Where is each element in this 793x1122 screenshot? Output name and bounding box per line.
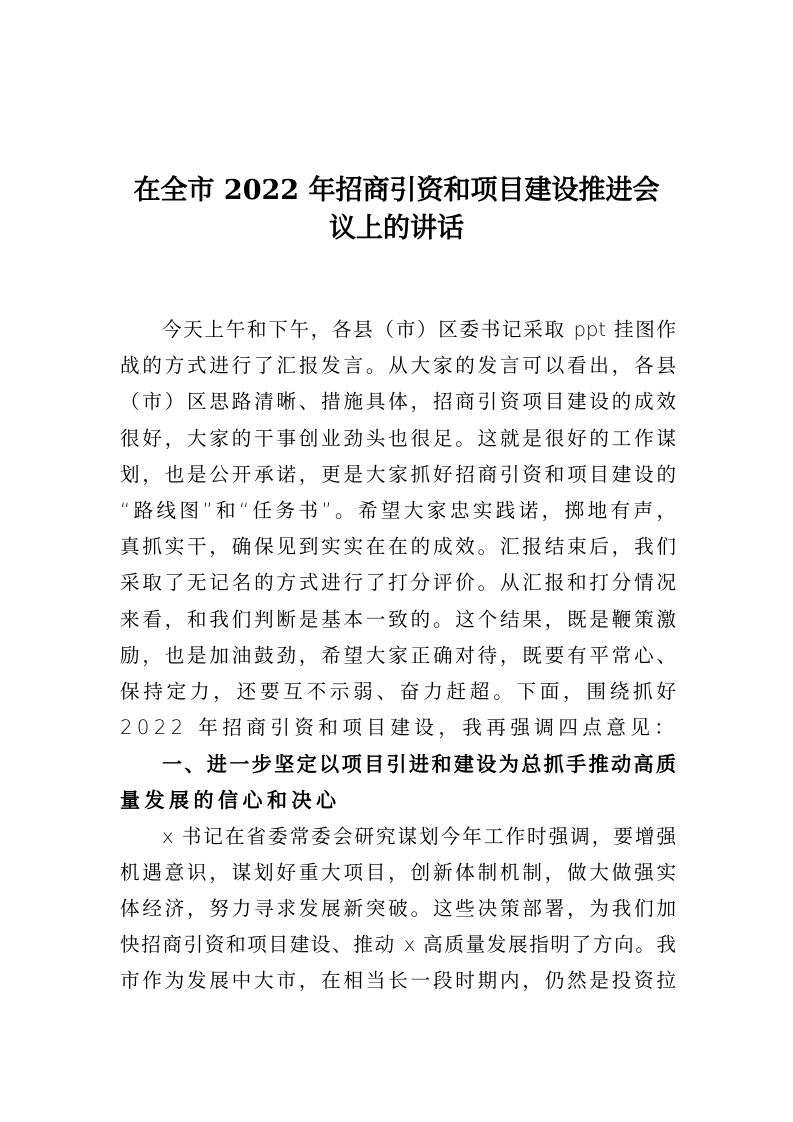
title-line-2: 议上的讲话 [329,213,464,244]
text-line: 体经济，努力寻求发展新突破。这些决策部署，为我们加 [120,897,676,920]
text-line: 今天上午和下午，各县（市）区委书记采取 ppt 挂图作 [162,318,676,341]
text-line: 快招商引资和项目建设、推动 x 高质量发展指明了方向。我 [120,933,676,957]
paragraph-section-1 [120,819,676,1000]
heading-line: 一、进一步坚定以项目引进和建设为总抓手推动高质 [162,752,676,777]
heading-line: 量发展的信心和决心 [120,788,341,813]
text-line: （市）区思路清晰、措施具体，招商引资项目建设的成效 [120,390,676,414]
text-line: 励，也是加油鼓劲，希望大家正确对待，既要有平常心、 [120,643,676,667]
document-title [0,172,793,248]
text-line: 划，也是公开承诺，更是大家抓好招商引资和项目建设的 [120,462,676,486]
text-line: 很好，大家的干事创业劲头也很足。这就是很好的工作谋 [120,426,676,450]
text-line: 战的方式进行了汇报发言。从大家的发言可以看出，各县 [120,354,676,378]
text-line: x 书记在省委常委会研究谋划今年工作时强调，要增强 [162,824,676,848]
text-line: 来看，和我们判断是基本一致的。这个结果，既是鞭策激 [120,607,676,631]
section-heading-1 [120,746,676,818]
document-body [120,312,679,1000]
text-line: 真抓实干，确保见到实实在在的成效。汇报结束后，我们 [120,535,676,559]
text-line: 机遇意识，谋划好重大项目，创新体制机制，做大做强实 [120,860,676,884]
text-line: “路线图”和“任务书”。希望大家忠实践诺，掷地有声， [120,498,676,522]
text-line: 市作为发展中大市，在相当长一段时期内，仍然是投资拉 [120,969,676,993]
text-line: 2022 年招商引资和项目建设，我再强调四点意见： [120,716,679,740]
title-line-1: 在全市 2022 年招商引资和项目建设推进会 [133,175,660,206]
paragraph-intro [120,312,679,746]
text-line: 保持定力，还要互不示弱、奋力赶超。下面，围绕抓好 [120,679,676,703]
text-line: 采取了无记名的方式进行了打分评价。从汇报和打分情况 [120,571,676,595]
